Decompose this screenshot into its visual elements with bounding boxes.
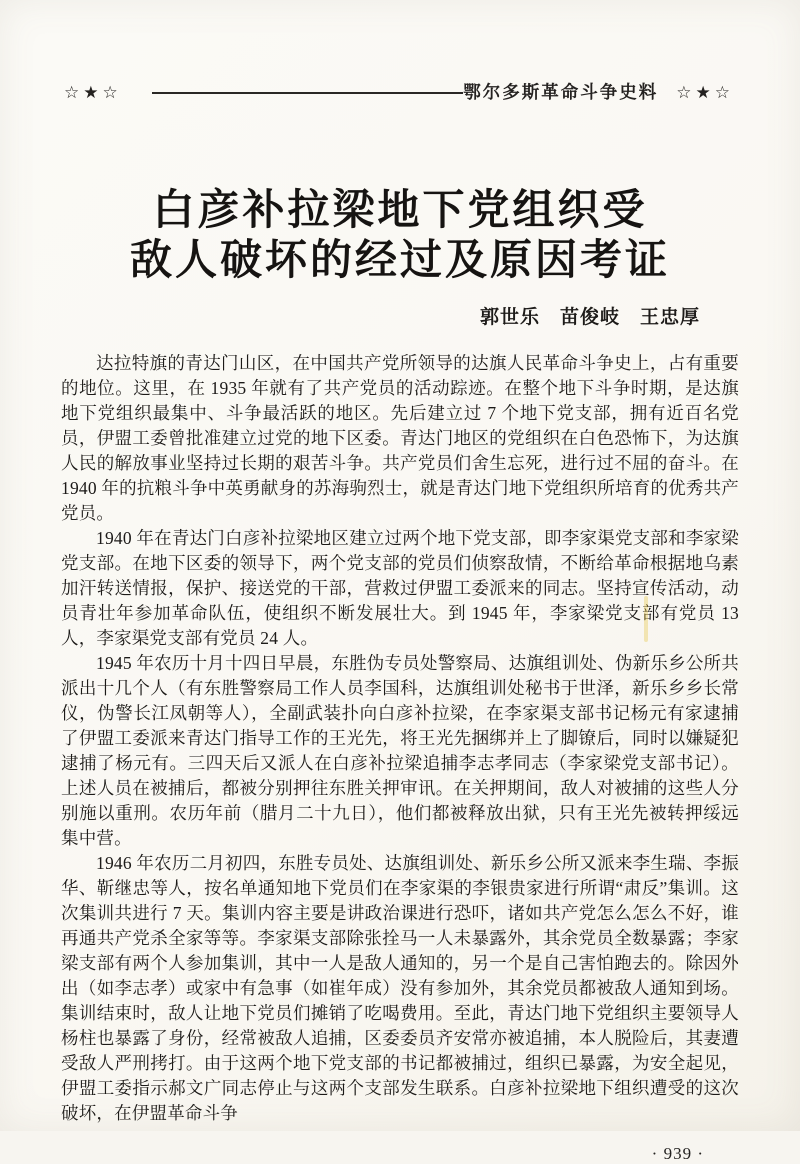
article-title-line2: 敌人破坏的经过及原因考证 — [129, 237, 670, 284]
paragraph-4: 1946 年农历二月初四，东胜专员处、达旗组训处、新乐乡公所又派来李生瑞、李振华、靳继忠等人，按名单通知地下党员们在李家渠的李银贵家进行所谓“肃反”集训。这次集训共进行 7 天。集训内容主要是讲政治课进行恐吓，诸如共产党怎么怎么不好，谁再通共产党杀全家等等。李家渠支部除张拴马一人未暴露外，其余党员全数暴露；李家梁支部有两个人参加集训，其中一人是敌人通知的，另一个是自己害怕跑去的。除因外出（如李志孝）或家中有急事（如崔年成）没有参加外，其余党员都被敌人通知到场。集训结束时，敌人让地下党员们摊销了吃喝费用。至此，青达门地下党组织主要领导人杨柱也暴露了身份，经常被敌人追捕，区委委员齐安常亦被追捕，本人脱险后，其妻遭受敌人严刑拷打。由于这两个地下党支部的书记都被捕过，组织已暴露，为安全起见，伊盟工委指示郝文广同志停止与这两个支部发生联系。白彦补拉梁地下组织遭受的这次破坏，在伊盟革命斗争 — [61, 852, 739, 1123]
article-title — [0, 186, 800, 286]
header-rule-line — [152, 92, 464, 94]
page-header — [0, 0, 800, 102]
stars-right-decoration: ☆★☆ — [676, 83, 734, 103]
authors-line: 郭世乐 苗俊岐 王忠厚 — [479, 306, 700, 328]
paragraph-2: 1940 年在青达门白彦补拉梁地区建立过两个地下党支部，即李家渠党支部和李家梁党支部。在地下区委的领导下，两个党支部的党员们侦察敌情，不断给革命根据地乌素加汗转送情报，保护、接送党的干部，营救过伊盟工委派来的同志。坚持宣传活动，动员青壮年参加革命队伍，使组织不断发展壮大。到 1945 年，李家梁党支部有党员 13 人，李家渠党支部有党员 24 人。 — [61, 527, 739, 648]
article-title-line1: 白彦补拉梁地下党组织受 — [152, 187, 648, 234]
stars-left-decoration: ☆★☆ — [64, 83, 122, 103]
paragraph-1: 达拉特旗的青达门山区，在中国共产党所领导的达旗人民革命斗争史上，占有重要的地位。这里，在 1935 年就有了共产党员的活动踪迹。在整个地下斗争时期，是达旗地下党组织最集中、斗争最活跃的地区。先后建立过 7 个地下党支部，拥有近百名党员，伊盟工委曾批准建立过党的地下区委。青达门地区的党组织在白色恐怖下，为达旗人民的解放事业坚持过长期的艰苦斗争。共产党员们舍生忘死，进行过不屈的奋斗。在 1940 年的抗粮斗争中英勇献身的苏海驹烈士，就是青达门地下党组织所培育的优秀共产党员。 — [61, 352, 739, 523]
article-body — [61, 351, 739, 1126]
paragraph-3: 1945 年农历十月十四日早晨，东胜伪专员处警察局、达旗组训处、伪新乐乡公所共派出十几个人（有东胜警察局工作人员李国科，达旗组训处秘书于世泽，新乐乡乡长常仪，伪警长江凤朝等人），全副武装扑向白彦补拉梁，在李家渠支部书记杨元有家逮捕了伊盟工委派来青达门指导工作的王光先，将王光先捆绑并上了脚镣后，同时以嫌疑犯逮捕了杨元有。三四天后又派人在白彦补拉梁追捕李志孝同志（李家梁党支部书记）。上述人员在被捕后，都被分别押往东胜关押审讯。在关押期间，敌人对被捕的这些人分别施以重刑。农历年前（腊月二十九日），他们都被释放出狱，只有王光先被转押绥远集中营。 — [61, 652, 739, 848]
page-number: · 939 · — [651, 1143, 704, 1163]
series-title: 鄂尔多斯革命斗争史料 — [463, 82, 659, 102]
